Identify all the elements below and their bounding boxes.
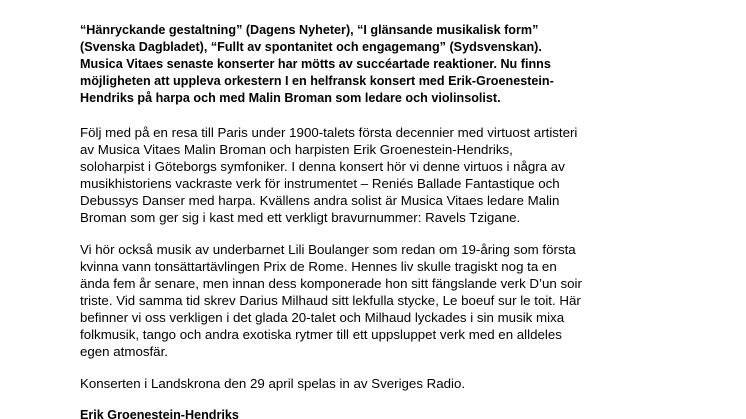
lead-line: Hendriks på harpa och med Malin Broman som ledare och violinsolist. [80, 91, 501, 105]
section-heading: Erik Groenestein-Hendriks [80, 408, 239, 419]
lead-line: Musica Vitaes senaste konserter har mötts av succéartade reaktioner. Nu finns [80, 57, 551, 71]
paragraph-line: Konserten i Landskrona den 29 april spelas in av Sveriges Radio. [80, 376, 466, 391]
lead-line: möjligheten att uppleva orkestern I en helfransk konsert med Erik-Groenestein- [80, 74, 554, 88]
paragraph-line: befinner vi oss verkligen i det glada 20-talet och Milhaud lyckades i sin musik mixa [80, 310, 565, 325]
paragraph-line: egen atmosfär. [80, 344, 168, 359]
paragraph-line: Följ med på en resa till Paris under 1900-talets första decennier med virtuost artisteri [80, 125, 578, 140]
paragraph-line: kvinna vann tonsättartävlingen Prix de Rome. Hennes liv skulle tragiskt nog ta en [80, 259, 557, 274]
paragraph-line: triste. Vid samma tid skrev Darius Milhaud sitt lekfulla stycke, Le boeuf sur le toit. Här [80, 293, 581, 308]
lead-line: (Svenska Dagbladet), “Fullt av spontanitet och engagemang” (Sydsvenskan). [80, 40, 542, 54]
lead-paragraph [80, 22, 680, 107]
paragraph-line: av Musica Vitaes Malin Broman och harpisten Erik Groenestein-Hendriks, [80, 142, 513, 157]
body-paragraph-1 [80, 124, 680, 226]
paragraph-line: Vi hör också musik av underbarnet Lili Boulanger som redan om 19-åring som första [80, 242, 576, 257]
paragraph-line: ända fem år senare, men innan dess komponerade hon sitt fängslande verk D’un soir [80, 276, 582, 291]
body-paragraph-2 [80, 241, 680, 360]
lead-line: “Hänryckande gestaltning” (Dagens Nyheter), “I glänsande musikalisk form” [80, 23, 539, 37]
paragraph-line: musikhistoriens vackraste verk för instrumentet – Reniés Ballade Fantastique och [80, 176, 560, 191]
body-paragraph-3 [80, 375, 680, 392]
paragraph-line: Broman som ger sig i kast med ett verkligt bravurnummer: Ravels Tzigane. [80, 210, 521, 225]
paragraph-line: folkmusik, tango och andra exotiska rytmer till ett uppsluppet verk med en alldeles [80, 327, 562, 342]
paragraph-line: soloharpist i Göteborgs symfoniker. I denna konsert hör vi denne virtuos i några av [80, 159, 565, 174]
paragraph-line: Debussys Danser med harpa. Kvällens andra solist är Musica Vitaes ledare Malin [80, 193, 560, 208]
